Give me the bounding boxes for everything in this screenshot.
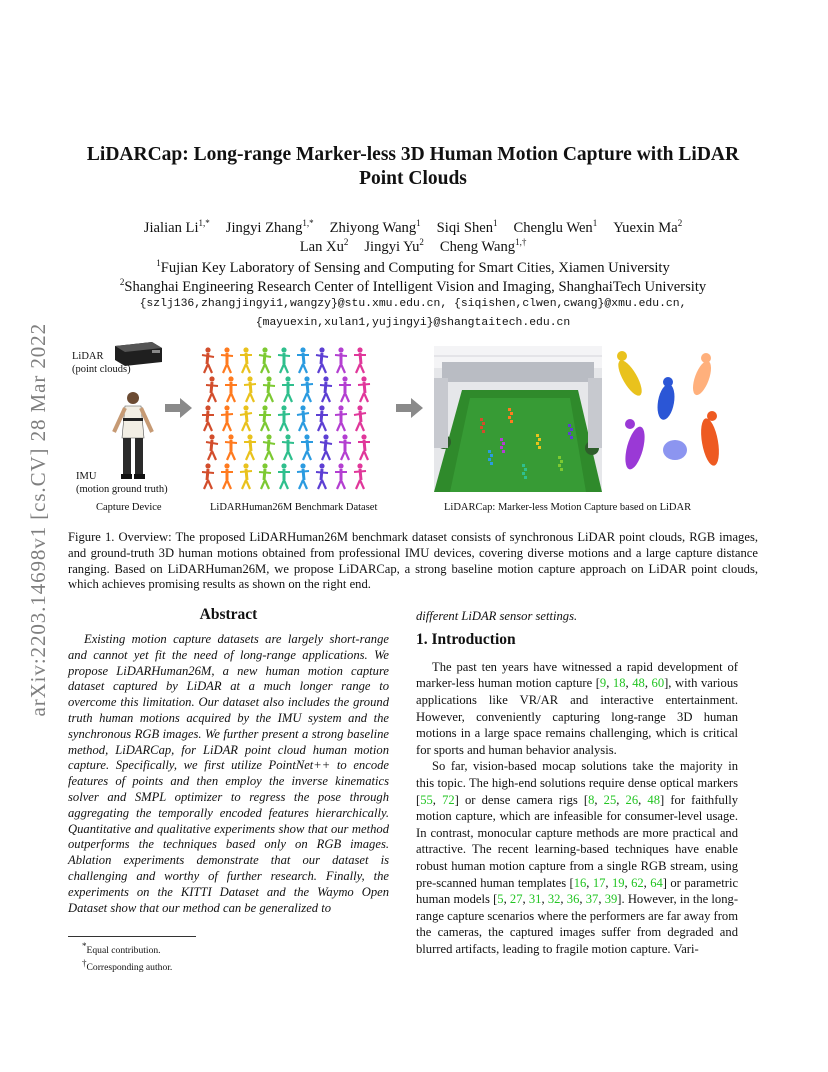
point-cloud-figure xyxy=(301,434,313,460)
introduction-paragraph-2: So far, vision-based mocap solutions take the majority in this topic. The high-end solutions require dense optical markers [55, 72] or dense camera rigs [8, 25, 26, 48] for faithfully motion capture, which are infeasible for consumer-level usage. In contrast, monocular capture methods are more practical and attractive. The recent learning-based techniques have enable robust human motion capture from a single RGB stream, using pre-scanned human templates [16, 17, 19, 62, 64] or parametric human models [5, 27, 31, 32, 36, 37, 39]. However, in the long-range capture scenarios where the performers are far away from the cameras, the captured images suffer from degraded and blurred artifacts, leading to fragile motion capture. Vari- xyxy=(416,759,739,956)
scene-point xyxy=(482,430,485,433)
scene-point xyxy=(488,450,491,453)
author-name: Chenglu Wen xyxy=(513,219,593,236)
citation-link[interactable]: 25 xyxy=(603,792,617,807)
point-cloud-figure xyxy=(202,463,214,489)
point-cloud-figure xyxy=(225,376,237,402)
point-cloud-figure xyxy=(244,376,256,402)
authors-line-1: Jialian $Li^{1,*}$ Jingyi Zhang$^{1,*}$ Zhiyong Wang$^1$ Siqi Shen$^1$ Chenglu Wen$^1$ Yuexin Ma$^2$ xyxy=(143,218,683,236)
author-name: Zhiyong Wang xyxy=(329,219,417,236)
point-cloud-figure xyxy=(339,376,351,402)
citation-link[interactable]: 31 xyxy=(528,892,542,907)
scene-point xyxy=(480,418,483,421)
scene-point xyxy=(510,412,513,415)
point-cloud-figure xyxy=(282,376,294,402)
emails-line-2: {mayuexin,xulan1,yujingyi}@shangtaitech.edu.cn xyxy=(255,317,571,329)
scene-point xyxy=(536,442,539,445)
lidar-label: LiDAR (point clouds) xyxy=(72,351,131,375)
citation-link[interactable]: 60 xyxy=(651,676,665,691)
capture-device-label: Capture Device xyxy=(96,502,162,513)
author-name: Jialian Li xyxy=(143,219,199,236)
abstract-heading: Abstract xyxy=(199,606,258,623)
point-cloud-figure xyxy=(259,405,271,431)
scene-point xyxy=(522,472,525,475)
introduction-heading: 1. Introduction xyxy=(416,630,516,648)
scene-point xyxy=(490,462,493,465)
arrow-right-icon xyxy=(396,398,423,418)
method-label: LiDARCap: Marker-less Motion Capture based on LiDAR xyxy=(444,502,692,513)
point-cloud-figure xyxy=(240,405,252,431)
abstract-section xyxy=(68,606,389,916)
author-name: Siqi Shen xyxy=(436,219,494,236)
point-cloud-figure xyxy=(335,347,347,373)
point-cloud-figure xyxy=(335,405,347,431)
scene-point xyxy=(510,420,513,423)
emails-line-1: {szlj136,zhangjingyi1,wangzy}@stu.xmu.edu.cn, {siqishen,clwen,cwang}@xmu.edu.cn, xyxy=(139,298,687,310)
dataset-label: LiDARHuman26M Benchmark Dataset xyxy=(210,502,378,513)
author-name: Jingyi Zhang xyxy=(225,219,303,236)
author-name: Lan Xu xyxy=(299,238,344,255)
footnote-2: †Corresponding author. xyxy=(82,958,173,974)
capture-person-icon xyxy=(114,392,152,479)
scene-point xyxy=(570,428,573,431)
arrow-right-icon xyxy=(165,398,192,418)
citation-link[interactable]: 55 xyxy=(420,792,433,807)
scene-point xyxy=(570,436,573,439)
dataset-point-cloud-grid xyxy=(202,347,370,489)
footnote-divider xyxy=(68,936,196,937)
point-cloud-figure xyxy=(278,347,290,373)
scene-point xyxy=(480,426,483,429)
point-cloud-figure xyxy=(301,376,313,402)
point-cloud-figure xyxy=(278,405,290,431)
citation-link[interactable]: 62 xyxy=(631,875,644,890)
point-cloud-figure xyxy=(358,434,370,460)
footnote-1: *Equal contribution. xyxy=(82,941,161,957)
scene-point xyxy=(490,454,493,457)
point-cloud-figure xyxy=(263,376,275,402)
scene-point xyxy=(568,432,571,435)
scene-point xyxy=(488,458,491,461)
arxiv-stamp-text: arXiv:2203.14698v1 [cs.CV] 28 Mar 2022 xyxy=(25,323,50,717)
point-cloud-figure xyxy=(240,347,252,373)
point-cloud-figure xyxy=(320,376,332,402)
point-cloud-figure xyxy=(225,434,237,460)
citation-link[interactable]: 9 xyxy=(599,676,607,691)
point-cloud-figure xyxy=(221,347,233,373)
citation-link[interactable]: 16 xyxy=(573,875,587,890)
scene-point xyxy=(482,422,485,425)
imu-label: IMU (motion ground truth) xyxy=(76,471,168,495)
scene-point xyxy=(500,446,503,449)
scene-point xyxy=(536,434,539,437)
point-cloud-figure xyxy=(278,463,290,489)
citation-link[interactable]: 64 xyxy=(650,875,663,890)
point-cloud-figure xyxy=(316,347,328,373)
figure-caption: Figure 1. Overview: The proposed LiDARHuman26M benchmark dataset consists of synchronous LiDAR point clouds, RGB images, and ground-truth 3D human motions obtained from professional IMU devices, covering diverse motions and a large capture distance ranging. Based on LiDARHuman26M, we propose LiDARCap, a strong baseline motion capture approach on LiDAR point clouds, which achieves promising results as shown on the right end. xyxy=(68,530,758,592)
scene-point xyxy=(558,456,561,459)
point-cloud-figure xyxy=(339,434,351,460)
scene-point xyxy=(560,468,563,471)
point-cloud-figure xyxy=(282,434,294,460)
author-name: Jingyi Yu xyxy=(364,238,420,255)
reconstructed-human-meshes xyxy=(614,351,722,471)
scene-point xyxy=(538,446,541,449)
scene-point xyxy=(522,464,525,467)
citation-link[interactable]: 36 xyxy=(566,892,580,907)
citation-link[interactable]: 48 xyxy=(632,676,645,691)
citation-link[interactable]: 18 xyxy=(612,676,626,691)
point-cloud-figure xyxy=(259,463,271,489)
citation-link[interactable]: 32 xyxy=(547,892,561,907)
citation-link[interactable]: 27 xyxy=(509,892,523,907)
author-name: Cheng Wang xyxy=(439,238,516,255)
arxiv-stamp xyxy=(21,280,55,760)
scene-point xyxy=(538,438,541,441)
scene-point xyxy=(508,408,511,411)
point-cloud-figure xyxy=(202,405,214,431)
point-cloud-figure xyxy=(221,405,233,431)
point-cloud-figure xyxy=(320,434,332,460)
scene-point xyxy=(524,476,527,479)
abstract-continuation: different LiDAR sensor settings. xyxy=(416,609,578,623)
point-cloud-figure xyxy=(206,376,218,402)
point-cloud-figure xyxy=(263,434,275,460)
authors-line-2: Lan Xu$^2$ Jingyi Yu$^2$ Cheng Wang$^{1,\dagger}$ xyxy=(299,237,527,255)
lidarcap-scene-image xyxy=(434,346,602,492)
point-cloud-figure xyxy=(335,463,347,489)
scene-point xyxy=(558,464,561,467)
introduction-paragraph-1: The past ten years have witnessed a rapid development of marker-less human motion capture [9, 18, 48, 60], with various applications like VR/AR and interactive entertainment. However, conveniently capturing long-range 3D human motions in a large space remains challenging, which is critical for sports and human behavior analysis. xyxy=(416,659,739,757)
point-cloud-figure xyxy=(240,463,252,489)
citation-link[interactable]: 37 xyxy=(585,892,599,907)
footnotes xyxy=(68,936,389,974)
citation-link[interactable]: 5 xyxy=(497,892,504,907)
point-cloud-figure xyxy=(297,405,309,431)
affiliation-1: $^1$Fujian Key Laboratory of Sensing and Computing for Smart Cities, Xiamen University xyxy=(156,258,670,276)
citation-link[interactable]: 26 xyxy=(625,792,639,807)
scene-point xyxy=(560,460,563,463)
scene-point xyxy=(568,424,571,427)
scene-point xyxy=(502,442,505,445)
citation-link[interactable]: 8 xyxy=(588,792,595,807)
point-cloud-figure xyxy=(244,434,256,460)
point-cloud-figure xyxy=(221,463,233,489)
author-name: Yuexin Ma xyxy=(613,219,678,236)
point-cloud-figure xyxy=(297,463,309,489)
scene-point xyxy=(508,416,511,419)
overview-figure-graphic xyxy=(70,338,760,518)
point-cloud-figure xyxy=(202,347,214,373)
overview-figure xyxy=(70,338,760,518)
point-cloud-figure xyxy=(354,347,366,373)
paper-title: LiDARCap: Long-range Marker-less 3D Human Motion Capture with LiDAR Point Clouds xyxy=(86,144,740,189)
citation-link[interactable]: 48 xyxy=(647,792,661,807)
point-cloud-figure xyxy=(206,434,218,460)
point-cloud-figure xyxy=(316,463,328,489)
citation-link[interactable]: 17 xyxy=(592,875,606,890)
point-cloud-figure xyxy=(316,405,328,431)
citation-link[interactable]: 72 xyxy=(442,792,455,807)
citation-link[interactable]: 39 xyxy=(604,892,618,907)
citation-link[interactable]: 19 xyxy=(611,875,625,890)
affiliation-2: $^2$Shanghai Engineering Research Center of Intelligent Vision and Imaging, ShanghaiTech University xyxy=(119,277,707,295)
right-column xyxy=(416,609,738,957)
point-cloud-figure xyxy=(297,347,309,373)
scene-point xyxy=(502,450,505,453)
abstract-text: Existing motion capture datasets are largely short-range and cannot yet fit the need of long-range applications. We propose LiDARHuman26M, a new human motion capture dataset captured by LiDAR at a much longer range to overcome this limitation. Our dataset also includes the ground truth human motions acquired by the IMU system and the synchronous RGB images. We further present a strong baseline method, LiDARCap, for LiDAR point cloud human motion capture. Specifically, we first utilize PointNet++ to encode features of points and then employ the inverse kinematics solver and SMPL optimizer to regress the pose through aggregating the temporally encoded features hierarchically. Quantitative and qualitative experiments show that our method outperforms the techniques based only on RGB images. Ablation experiments demonstrate that our dataset is challenging and worthy of further research. Finally, the experiments on the KITTI Dataset and the Waymo Open Dataset show that our method can be generalized to xyxy=(68,632,389,915)
point-cloud-figure xyxy=(354,405,366,431)
point-cloud-figure xyxy=(354,463,366,489)
point-cloud-figure xyxy=(259,347,271,373)
point-cloud-figure xyxy=(358,376,370,402)
scene-point xyxy=(524,468,527,471)
scene-point xyxy=(500,438,503,441)
